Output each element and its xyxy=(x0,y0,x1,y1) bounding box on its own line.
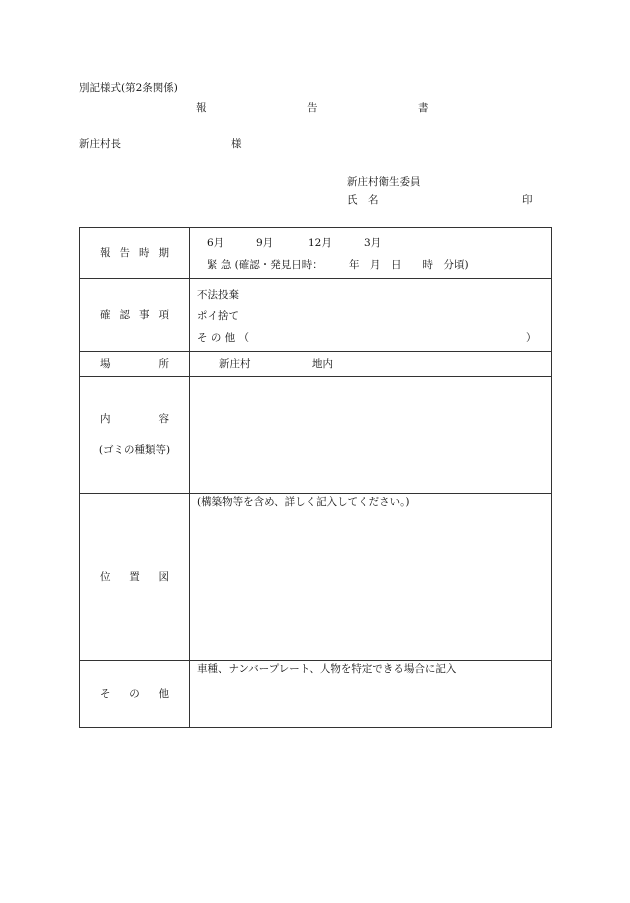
form-reference: 別記様式(第2条関係) xyxy=(79,82,178,94)
label-char: 項 xyxy=(158,309,169,321)
addressee-honorific: 様 xyxy=(231,138,242,150)
reporter-organization: 新庄村衛生委員 xyxy=(347,176,421,188)
reporter-name-label: 氏 名 xyxy=(347,194,379,206)
label-char: 位 xyxy=(100,571,111,583)
report-form-table xyxy=(79,227,552,728)
title-char: 書 xyxy=(418,102,429,114)
report-period-label xyxy=(80,228,190,279)
label-char: 容 xyxy=(158,413,169,425)
row-place xyxy=(80,352,552,377)
place-area-suffix: 地内 xyxy=(312,358,333,370)
label-char: 他 xyxy=(158,688,169,700)
label-char: の xyxy=(129,688,140,700)
addressee: 新庄村長 xyxy=(79,138,121,150)
label-char: 確 xyxy=(100,309,111,321)
location-map-instruction: (構築物等を含め、詳しく記入してください。) xyxy=(197,496,410,508)
label-char: 報 xyxy=(100,247,111,259)
urgent-option[interactable]: 緊 急 (確認・発見日時： 年 月 日 時 分頃) xyxy=(207,259,469,271)
month-option-3[interactable]: 3月 xyxy=(364,237,382,249)
label-char: 内 xyxy=(100,413,111,425)
title-char: 告 xyxy=(307,102,318,114)
month-option-12[interactable]: 12月 xyxy=(308,237,332,249)
label-char: 認 xyxy=(119,309,130,321)
label-char: そ xyxy=(100,688,111,700)
row-other xyxy=(80,661,552,728)
option-other[interactable]: そ の 他 （ xyxy=(197,332,250,344)
label-char: 置 xyxy=(129,571,140,583)
confirmation-label xyxy=(80,279,190,352)
row-report-period xyxy=(80,228,552,279)
label-char: 所 xyxy=(158,358,169,370)
location-map-label xyxy=(80,494,190,661)
location-map-field[interactable] xyxy=(190,494,552,661)
place-label xyxy=(80,352,190,377)
content-sub-label: (ゴミの種類等) xyxy=(98,444,171,456)
label-char: 告 xyxy=(119,247,130,259)
row-content xyxy=(80,377,552,494)
report-period-field[interactable] xyxy=(190,228,552,279)
label-char: 時 xyxy=(139,247,150,259)
option-other-close: ） xyxy=(526,332,537,344)
content-field[interactable] xyxy=(190,377,552,494)
title-char: 報 xyxy=(196,102,207,114)
label-char: 期 xyxy=(158,247,169,259)
month-option-9[interactable]: 9月 xyxy=(256,237,274,249)
label-char: 事 xyxy=(139,309,150,321)
confirmation-field[interactable] xyxy=(190,279,552,352)
row-location-map xyxy=(80,494,552,661)
place-field[interactable] xyxy=(190,352,552,377)
other-label xyxy=(80,661,190,728)
seal-mark: 印 xyxy=(522,194,533,206)
label-char: 図 xyxy=(158,571,169,583)
content-label xyxy=(80,377,190,494)
option-littering[interactable]: ポイ捨て xyxy=(197,310,239,322)
label-char: 場 xyxy=(100,358,111,370)
month-option-6[interactable]: 6月 xyxy=(207,237,225,249)
other-instruction: 車種、ナンバープレート、人物を特定できる場合に記入 xyxy=(197,663,457,675)
option-illegal-dumping[interactable]: 不法投棄 xyxy=(197,289,239,301)
other-field[interactable] xyxy=(190,661,552,728)
place-village: 新庄村 xyxy=(219,358,251,370)
row-confirmation xyxy=(80,279,552,352)
